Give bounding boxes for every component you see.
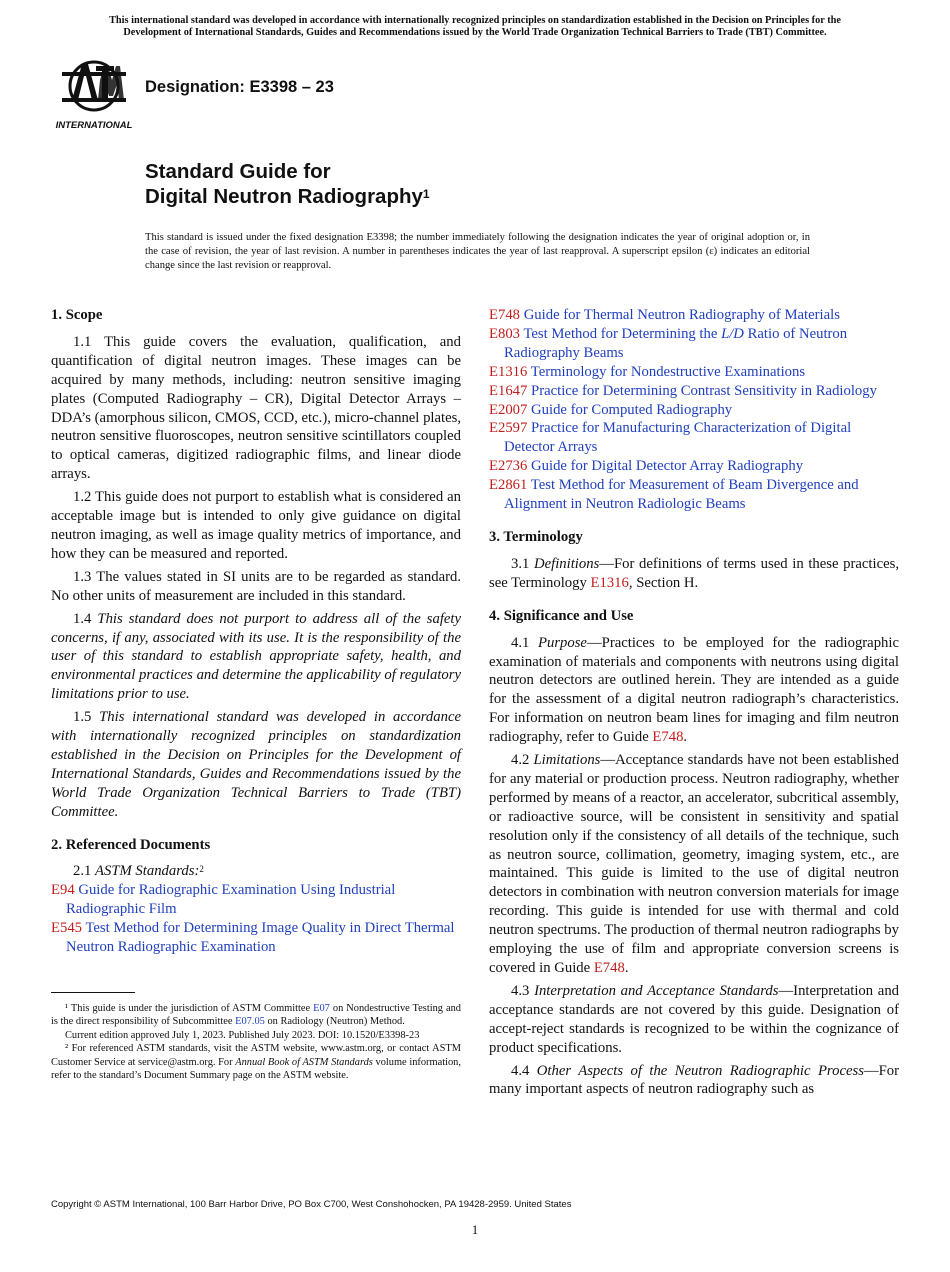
title-footnote-mark: 1 [422,187,430,201]
footnote-text: ² For referenced ASTM standards, visit the ASTM website, www.astm.org, or contact ASTM Customer Service at service@astm.org. For [51,1043,461,1068]
terminology-heading: 3. Terminology [489,528,583,545]
para-number: 4.3 [511,982,530,999]
reference-title[interactable]: Guide for Computed Radiography [531,401,733,418]
para-text: —For definitions of terms used in these practices, see Terminology [489,555,900,591]
para-label: Limitations [533,752,601,769]
footnote-text: ¹ This guide is under the jurisdiction of ASTM Committee [65,1003,314,1014]
para-number: 1.4 [73,610,92,627]
scope-para-1-1: 1.1 This guide covers the evaluation, qualification, and quantification of digital neutron images. These images can be acquired by many methods, including: neutron sensitive imaging plates (Computed Radiography – CR), Digital Detector Arrays – DDA’s (amorphous silicon, CMOS, CCD, etc.), micro-channel plates, neutron sensitive fluoroscopes, neutron sensitive scintillators coupled to optical cameras, digitized radiographic films, and linear diode arrays. [51,333,461,483]
para-label: Definitions [534,555,600,572]
reference-title[interactable]: Guide for Radiographic Examination Using Industrial Radiographic Film [66,882,396,918]
reference-title[interactable]: Test Method for Measurement of Beam Divergence and Alignment in Neutron Radiologic Beams [504,477,859,513]
footnote-text: volume information, refer to the standard’s Document Summary page on the ASTM website. [51,1056,461,1082]
significance-para-4-3 [489,982,899,1058]
reference-code[interactable]: E1647 [489,382,528,399]
significance-heading: 4. Significance and Use [489,607,634,624]
para-italic-text: This international standard was developed in accordance with internationally recognized principles on standardization established in the Decision on Principles for the Development of International Standards, Guides and Recommendations issued by the World Trade Organization Technical Barriers to Trade (TBT) Committee. [51,709,462,820]
para-number: 4.4 [511,1062,530,1079]
designation: Designation: E3398 – 23 [145,78,334,96]
footnote-mark: 2 [199,864,204,875]
footnote-divider [51,992,135,993]
reference-title[interactable] [504,326,847,361]
para-number: 3.1 [511,555,530,572]
para-number: 4.1 [511,634,530,651]
reference-code[interactable]: E2861 [489,477,528,494]
reference-item-e545[interactable] [51,919,461,957]
reference-link-e748[interactable]: E748 [652,729,684,746]
para-text: . [683,729,688,746]
para-italic-text: This standard does not purport to address all of the safety concerns, if any, associated with its use. It is the responsibility of the user of this standard to establish appropriate safety, health, and environmental practices and determine the applicability of regulatory limitations prior to use. [51,610,462,703]
page-number: 1 [471,1222,479,1237]
para-label: Interpretation and Acceptance Standards [534,982,779,999]
issuance-statement: This standard is issued under the fixed designation E3398; the number immediately following the designation indicates the year of original adoption or, in the case of revision, the year of last revision. A number in parentheses indicates the year of last reapproval. A superscript epsilon (ε) indicates an editorial change since the last revision or reapproval. [145,232,810,271]
reference-link-e1316[interactable]: E1316 [590,574,629,591]
top-notice-line-1: This international standard was developed in accordance with internationally recognized principles on standardization established in the Decision on Principles for the [109,15,841,26]
reference-code[interactable]: E2736 [489,458,528,475]
para-number: 1.5 [73,709,92,726]
footnote-2 [51,1042,461,1082]
reference-code[interactable]: E2007 [489,401,528,418]
astm-logo-icon [52,56,136,132]
reference-item-e1316[interactable] [489,363,899,382]
document-title [145,159,430,209]
reference-title[interactable]: Test Method for Determining Image Quality in Direct Thermal Neutron Radiographic Examination [66,920,455,956]
para-text: —Practices to be employed for the radiographic examination of materials and components with neutrons using digital neutron detectors are outlined herein. They are intended as a guide for the assessment of a digital neutron radiograph’s characteristics. For information on neutron beam lines for imaging and film neutron radiography, refer to Guide [489,634,899,746]
para-text: —Acceptance standards have not been established for any material or production process. Neutron radiography, whether performed by means of a reactor, an accelerator, subcritical assembly, or radioactive source, will be consistent in sensitivity and spatial resolution only if the consistency of all details of the technique, such as neutron source, collimation, geometry, imaging system, etc., are maintained. This guide is limited to the use of digital neutron detectors in combination with neutron conversion materials for image recording. This guide is intended for use with thermal and cold neutron spectrums. The production of thermal neutron radiographs by employing the use of film and appropriate conversion screens is covered in Guide [489,752,899,976]
left-column [51,306,461,957]
footnote-text: on Radiology (Neutron) Method. [264,1016,405,1028]
terminology-para-3-1 [489,555,899,593]
significance-para-4-4 [489,1062,899,1100]
subcommittee-link-e07-05[interactable]: E07.05 [235,1016,265,1028]
para-label: Other Aspects of the Neutron Radiographic Process [536,1062,864,1079]
title-line-1: Standard Guide for [145,160,331,183]
reference-code[interactable]: E545 [51,920,83,937]
footnote-1 [51,1002,461,1029]
reference-item-e748[interactable] [489,306,899,325]
top-notice [40,15,910,39]
reference-item-e2597[interactable] [489,419,899,457]
reference-item-e2736[interactable] [489,457,899,476]
reference-code[interactable]: E748 [489,307,521,323]
astm-standards-text: ASTM Standards: [95,863,200,880]
para-number: 4.2 [511,752,530,769]
scope-heading: 1. Scope [51,307,103,323]
copyright-line: Copyright © ASTM International, 100 Barr Harbor Drive, PO Box C700, West Conshohocken, PA 19428-2959. United States [51,1199,572,1210]
reference-title[interactable]: Practice for Determining Contrast Sensitivity in Radiology [531,382,877,399]
para-text: —Interpretation and acceptance standards are not covered by this guide. Designation of accept-reject standards is recognized to be within the cognizance of product specifications. [489,982,899,1056]
title-line-2-text: Digital Neutron Radiography [145,185,423,208]
para-text: . [624,960,629,976]
reference-title[interactable]: Practice for Manufacturing Characterization of Digital Detector Arrays [504,420,852,456]
reference-item-e2007[interactable] [489,401,899,420]
para-number: 2.1 [73,863,92,880]
para-text: —For many important aspects of neutron radiography such as [489,1062,900,1098]
reference-code[interactable]: E94 [51,882,75,899]
right-column [489,306,899,1103]
footnote-italic: Annual Book of ASTM Standards [235,1056,373,1068]
scope-para-1-5 [51,708,461,821]
significance-para-4-1 [489,634,899,747]
reference-title[interactable]: Guide for Digital Detector Array Radiography [531,458,804,475]
reference-item-e1647[interactable] [489,382,899,401]
reference-item-e803[interactable] [489,325,899,363]
referenced-heading: 2. Referenced Documents [51,836,211,853]
logo-international-text: INTERNATIONAL [55,120,133,131]
top-notice-line-2: Development of International Standards, Guides and Recommendations issued by the World Trade Organization Technical Barriers to Trade (TBT) Committee. [123,27,827,38]
reference-code[interactable]: E2597 [489,420,528,437]
footnotes [51,1002,461,1082]
reference-item-e94[interactable] [51,881,461,919]
reference-link-e748[interactable]: E748 [593,960,625,976]
reference-title[interactable]: Guide for Thermal Neutron Radiography of Materials [523,307,840,323]
astm-standards-label [51,862,461,881]
footnote-edition: Current edition approved July 1, 2023. Published July 2023. DOI: 10.1520/E3398-23 [65,1029,420,1041]
para-text: , Section H. [628,574,699,591]
footnote-text: on Nondestructive Testing and is the direct responsibility of Subcommittee [51,1003,461,1028]
reference-title-part[interactable]: Ratio of Neutron Radiography Beams [504,325,848,361]
reference-item-e2861[interactable] [489,476,899,514]
reference-title[interactable]: Terminology for Nondestructive Examinations [530,363,806,380]
significance-para-4-2 [489,751,899,978]
reference-title-italic[interactable]: L/D [721,325,744,342]
para-label: Purpose [538,634,587,651]
reference-title-part[interactable]: Test Method for Determining the [523,325,722,342]
reference-code[interactable]: E803 [489,325,521,342]
reference-code[interactable]: E1316 [489,363,528,380]
committee-link-e07[interactable]: E07 [313,1003,330,1014]
scope-para-1-2: 1.2 This guide does not purport to establish what is considered an acceptable image but is intended to only give guidance on digital neutron imaging, as well as image quality metrics of importance, and how they can be measured and reported. [51,489,461,562]
title-line-2 [145,184,430,209]
scope-para-1-4 [51,610,461,705]
scope-para-1-3: 1.3 The values stated in SI units are to be regarded as standard. No other units of measurement are included in this standard. [51,568,461,604]
